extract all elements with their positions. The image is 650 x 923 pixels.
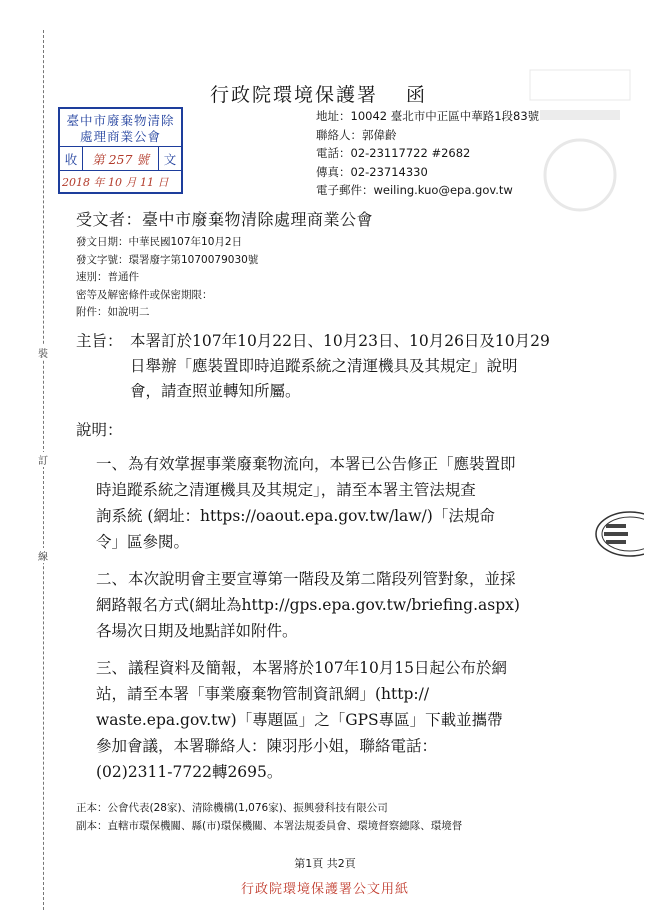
secrecy-level: 密等及解密條件或保密期限：	[76, 288, 213, 301]
item-line: 議程資料及簡報，本署將於107年10月15日起公布於網	[128, 659, 508, 677]
item-line: 詢系統 (網址：https://oaout.epa.gov.tw/law/)「法規命	[96, 507, 495, 525]
stamp-org: 臺中市廢棄物清除處理商業公會	[60, 109, 181, 147]
sender-info	[316, 107, 539, 200]
explanation-label: 說明：	[76, 421, 123, 439]
stamp-receive-suffix: 文	[158, 147, 181, 170]
stamp-date: 2018 年 10 月 11 日	[62, 176, 169, 189]
item-line: 參加會議，本署聯絡人：陳羽彤小姐，聯絡電話：	[96, 737, 438, 755]
page-number: 第1頁 共2頁	[294, 857, 356, 870]
binding-char-line: 線	[36, 548, 50, 563]
binding-char-bind: 裝	[36, 345, 50, 360]
recipient: 受文者：臺中市廢棄物清除處理商業公會	[76, 210, 374, 229]
copy-recipients: 副本：直轄市環保機關、縣(市)環保機關、本署法規委員會、環境督察總隊、環境督	[76, 820, 463, 832]
item-line: 時追蹤系統之清運機具及其規定」，請至本署主管法規查	[96, 481, 476, 499]
item-line: 令」區參閱。	[96, 533, 190, 551]
form-footer: 行政院環境保護署公文用紙	[240, 882, 409, 897]
subject-line: 日舉辦「應裝置即時追蹤系統之清運機具及其規定」說明	[130, 357, 518, 375]
stamp-receive-number: 第 257 號	[92, 151, 149, 167]
item-line: 網路報名方式(網址為http://gps.epa.gov.tw/briefing.aspx)	[96, 596, 520, 614]
subject-line: 會，請查照並轉知所屬。	[130, 382, 301, 400]
partial-seal-stamp	[590, 510, 644, 558]
binding-char-sew: 訂	[36, 452, 50, 467]
distribution-list	[76, 799, 462, 835]
speed-class: 速別：普通件	[76, 271, 139, 283]
receipt-stamp	[58, 107, 183, 194]
sender-email: 電子郵件：weiling.kuo@epa.gov.tw	[316, 183, 513, 197]
document-title	[210, 80, 427, 107]
sender-fax: 傳真：02-23714330	[316, 164, 428, 179]
sender-contact: 聯絡人：郭偉齡	[316, 127, 397, 142]
item-line: 各場次日期及地點詳如附件。	[96, 622, 298, 640]
item-number: 三、	[96, 659, 128, 677]
item-number: 一、	[96, 455, 128, 473]
sender-phone: 電話：02-23117722 #2682	[316, 146, 471, 160]
subject-line: 本署訂於107年10月22日、10月23日、10月26日及10月29	[130, 332, 550, 350]
item-number: 二、	[96, 570, 128, 588]
binding-line	[43, 30, 44, 910]
item-line: 本次說明會主要宣導第一階段及第二階段列管對象，並採	[128, 570, 516, 588]
item-line: (02)2311-7722轉2695。	[96, 763, 283, 781]
document-meta	[76, 234, 258, 322]
subject-label: 主旨：	[76, 332, 123, 350]
item-line: waste.epa.gov.tw)「專題區」之「GPS專區」下載並攜帶	[96, 711, 503, 729]
agency-name: 行政院環境保護署	[210, 84, 379, 106]
item-line: 站，請至本署「事業廢棄物管制資訊網」(http://	[96, 685, 430, 703]
sender-address: 地址：10042 臺北市中正區中華路1段83號	[316, 109, 540, 123]
stamp-receive-row	[60, 147, 181, 171]
subject-body	[130, 329, 640, 404]
item-line: 為有效掌握事業廢棄物流向，本署已公告修正「應裝置即	[128, 455, 516, 473]
document-number: 發文字號：環署廢字第1070079030號	[76, 253, 259, 266]
main-recipients: 正本：公會代表(28家)、清除機構(1,076家)、振興發科技有限公司	[76, 802, 388, 814]
attachment-note: 附件：如說明二	[76, 306, 150, 318]
issue-date: 發文日期：中華民國107年10月2日	[76, 236, 243, 248]
document-type: 函	[406, 84, 428, 106]
stamp-receive-prefix: 收	[60, 147, 83, 170]
